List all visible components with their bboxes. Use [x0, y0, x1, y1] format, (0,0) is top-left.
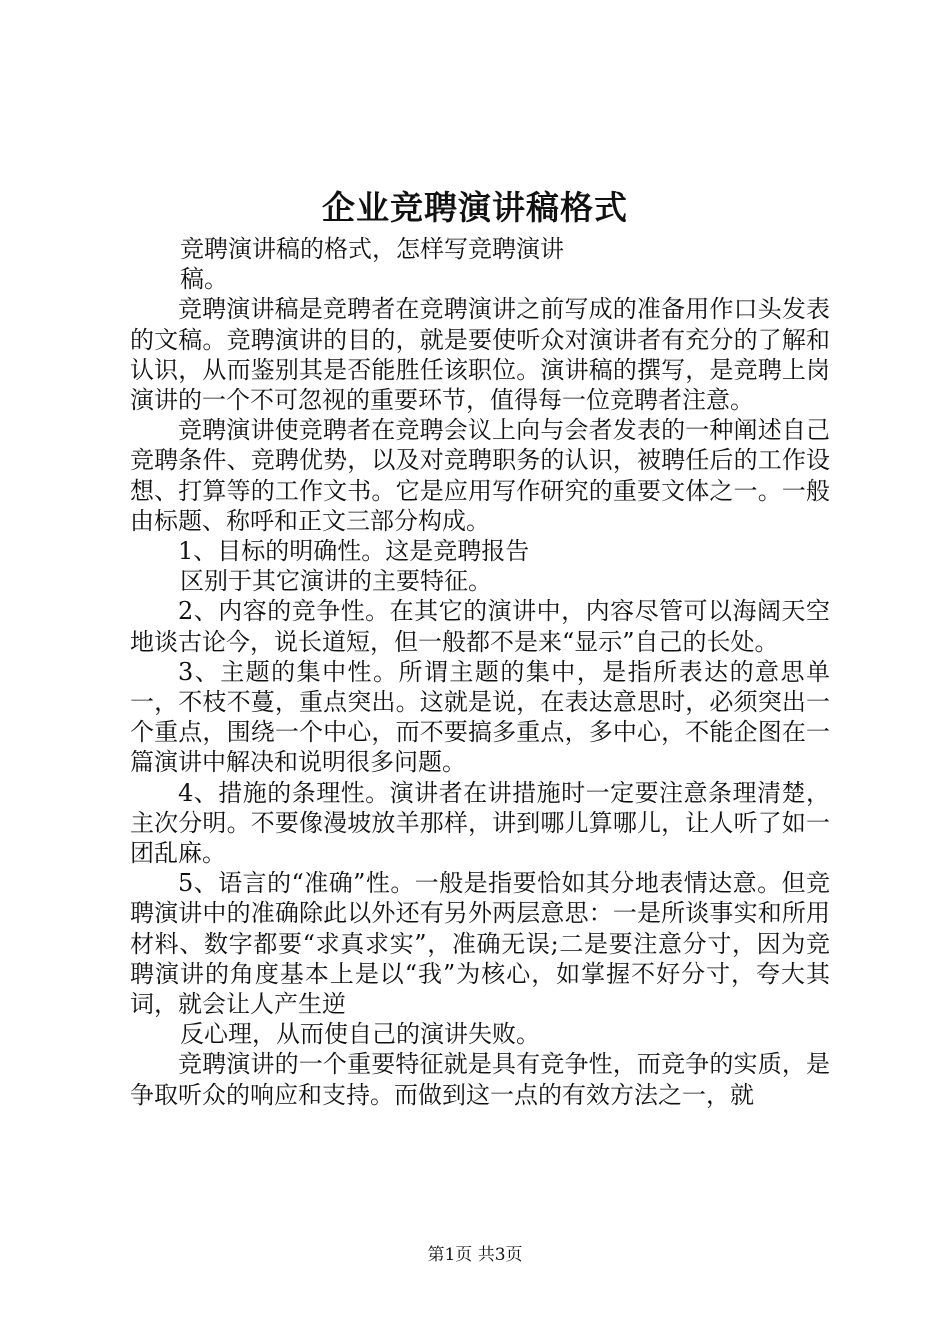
- paragraph-definition: 竞聘演讲稿是竞聘者在竞聘演讲之前写成的准备用作口头发表的文稿。竞聘演讲的目的，就是要使听众对演讲者有充分的了解和认识，从而鉴别其是否能胜任该职位。演讲稿的撰写，是竞聘上岗演讲的一个不可忽视的重要环节，值得每一位竞聘者注意。: [130, 295, 830, 415]
- paragraph-point-2: 2、内容的竞争性。在其它的演讲中，内容尽管可以海阔天空地谈古论今，说长道短，但一般都不是来“显示”自己的长处。: [130, 597, 830, 656]
- paragraph-point-4: 4、措施的条理性。演讲者在讲措施时一定要注意条理清楚，主次分明。不要像漫坡放羊那样，讲到哪儿算哪儿，让人听了如一团乱麻。: [130, 778, 830, 868]
- document-title: 企业竞聘演讲稿格式: [322, 188, 628, 227]
- paragraph-point-3: 3、主题的集中性。所谓主题的集中，是指所表达的意思单一，不枝不蔓，重点突出。这就是说，在表达意思时，必须突出一个重点，围绕一个中心，而不要搞多重点，多中心，不能企图在一篇演讲中解决和说明很多问题。: [130, 657, 830, 777]
- paragraph-point-1-line-2: 区别于其它演讲的主要特征。: [180, 567, 492, 596]
- paragraph-point-5-continued: 反心理，从而使自己的演讲失败。: [180, 1020, 540, 1049]
- paragraph-point-1-line-1: 1、目标的明确性。这是竞聘报告: [178, 537, 530, 566]
- paragraph-competition: 竞聘演讲的一个重要特征就是具有竞争性，而竞争的实质，是争取听众的响应和支持。而做到这一点的有效方法之一，就: [130, 1050, 830, 1109]
- document-body: [130, 234, 830, 1110]
- paragraph-intro-line-1: 竞聘演讲稿的格式，怎样写竞聘演讲: [180, 235, 564, 263]
- paragraph-composition: 竞聘演讲使竞聘者在竞聘会议上向与会者发表的一种阐述自己竞聘条件、竞聘优势，以及对竞聘职务的认识，被聘任后的工作设想、打算等的工作文书。它是应用写作研究的重要文体之一。一般由标题、称呼和正文三部分构成。: [130, 416, 830, 535]
- page-footer: 第1页 共3页: [427, 1245, 523, 1265]
- paragraph-point-5: 5、语言的“准确”性。一般是指要恰如其分地表情达意。但竞聘演讲中的准确除此以外还有另外两层意思：一是所谈事实和所用材料、数字都要“求真求实”，准确无误;二是要注意分寸，因为竞聘演讲的角度基本上是以“我”为核心，如掌握不好分寸，夸大其词，就会让人产生逆: [130, 869, 830, 1019]
- paragraph-intro-line-2: 稿。: [180, 265, 228, 294]
